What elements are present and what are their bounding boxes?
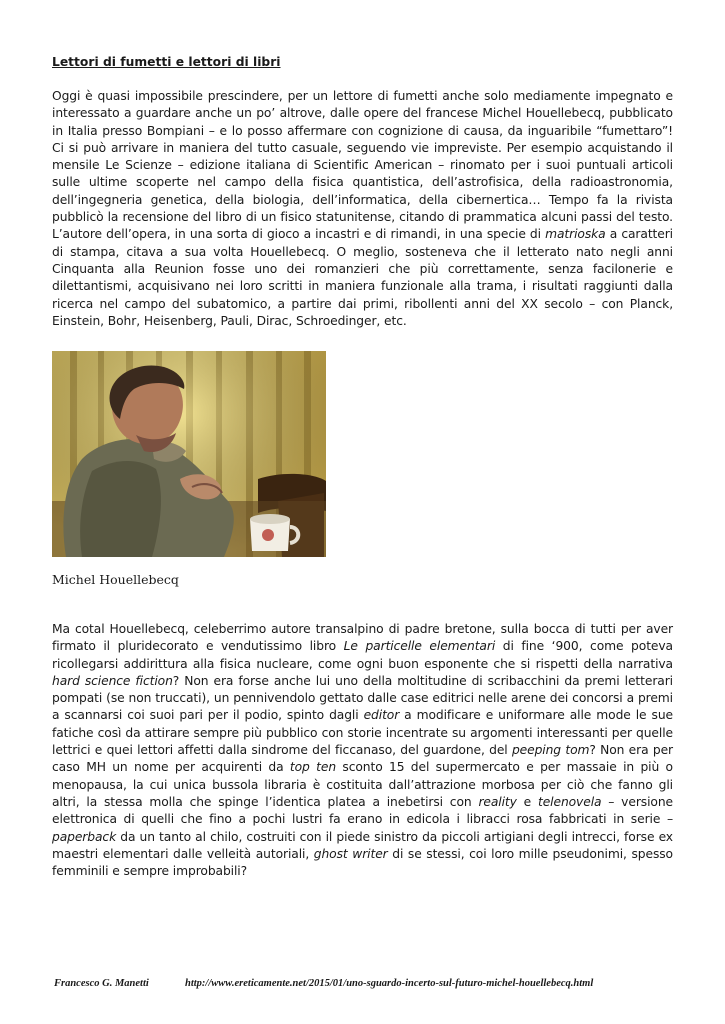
photo-caption: Michel Houellebecq [52, 572, 179, 587]
italic-phrase: matrioska [545, 227, 606, 242]
italic-phrase: reality [478, 794, 517, 809]
text-run: ? Non era forse anche lui uno della moltitudine di scribacchini da premi letterari pompati (se non truccati), un pennivendolo gettato dalle case editrici nelle arene dei concorsi a premi a scannarsi coi suoi pari per il podio, spinto dagli [52, 673, 673, 723]
text-run: Ma cotal Houellebecq, celeberrimo autore transalpino di padre bretone, sulla bocca di tutti per aver firmato il pluridecorato e vendutissimo libro [52, 622, 673, 654]
italic-phrase: editor [363, 708, 400, 723]
italic-phrase: ghost writer [313, 846, 388, 861]
text-run: a caratteri di stampa, citava a sua volta Houellebecq. O meglio, sosteneva che il letterato nato negli anni Cinquanta alla Reunion fosse uno dei romanzieri che più correttamente, senza facilonerie e dilettantismi, acquisivano nei loro scritti in maniera funzionale alla trama, i risultati raggiunti dalla ricerca nel campo del subatomico, a partire dai primi, ribollenti anni del XX secolo – con Planck, Einstein, Bohr, Heisenberg, Pauli, Dirac, Schroedinger, etc. [52, 227, 673, 328]
article-paragraph-2 [52, 621, 673, 880]
italic-phrase: Le particelle elementari [343, 639, 496, 654]
article-title: Lettori di fumetti e lettori di libri [52, 55, 281, 69]
text-run: ? Non era per caso MH un nome per acquirenti da [52, 743, 674, 775]
italic-phrase: hard science fiction [52, 673, 173, 688]
italic-phrase: peeping tom [511, 743, 590, 758]
text-run: – versione elettronica di quelli che fino a pochi lustri fa erano in edicola i libracci rosa fabbricati in serie – [52, 794, 673, 827]
text-run: da un tanto al chilo, costruiti con il piede sinistro da piccoli artigiani degli intrecci, forse ex maestri elementari dalle velleità autoriali, [52, 829, 673, 861]
footer-author: Francesco G. Manetti [54, 978, 149, 989]
italic-phrase: telenovela [537, 794, 602, 809]
footer-url[interactable]: http://www.ereticamente.net/2015/01/uno-sguardo-incerto-sul-futuro-michel-houellebecq.html [185, 978, 594, 989]
text-run: di fine ‘900, come poteva ricollegarsi addirittura alla fisica nucleare, come ogni buon esponente che si rispetti della narrativa [52, 639, 673, 671]
article-paragraph-1 [52, 88, 673, 330]
text-run: Oggi è quasi impossibile prescindere, per un lettore di fumetti anche solo mediamente impegnato e interessato a guardare anche un po’ altrove, dalle opere del francese Michel Houellebecq, pubblicato in Italia presso Bompiani – e lo posso affermare con cognizione di causa, da inguaribile “fumettaro”! Ci si può arrivare in maniera del tutto casuale, seguendo vie impreviste. Per esempio acquistando il mensile Le Scienze – edizione italiana di Scientific American – rinomato per i suoi puntuali articoli sulle ultime scoperte nel campo della fisica quantistica, dell’astrofisica, della radioastronomia, dell’ingegneria genetica, della biologia, dell’informatica, della cibernertica… Tempo fa la rivista pubblicò la recensione del libro di un fisico statunitense, citando di prammatica alcuni passi del testo. L’autore dell’opera, in una sorta di gioco a incastri e di rimandi, in una specie di [52, 89, 673, 242]
text-run: di se stessi, coi loro mille pseudonimi, spesso femminili e sempre improbabili? [52, 846, 673, 879]
italic-phrase: paperback [52, 829, 117, 844]
italic-phrase: top ten [289, 760, 337, 775]
text-run: a modificare e uniformare alle mode le sue fatiche così da attirare sempre più pubblico con storie incentrate su argomenti interessanti per quelle lettrici e quei lettori affetti dalla sindrome del ficcanaso, del guardone, del [52, 708, 673, 758]
text-run: sconto 15 del supermercato e per massaie in più o menopausa, la cui unica bussola libraria è costituita dall’attrazione morbosa per ciò che fanno gli altri, la stessa molla che spinge l’identica platea a inebetirsi con [52, 760, 673, 809]
text-run: e [516, 794, 538, 809]
author-photo [52, 351, 326, 557]
